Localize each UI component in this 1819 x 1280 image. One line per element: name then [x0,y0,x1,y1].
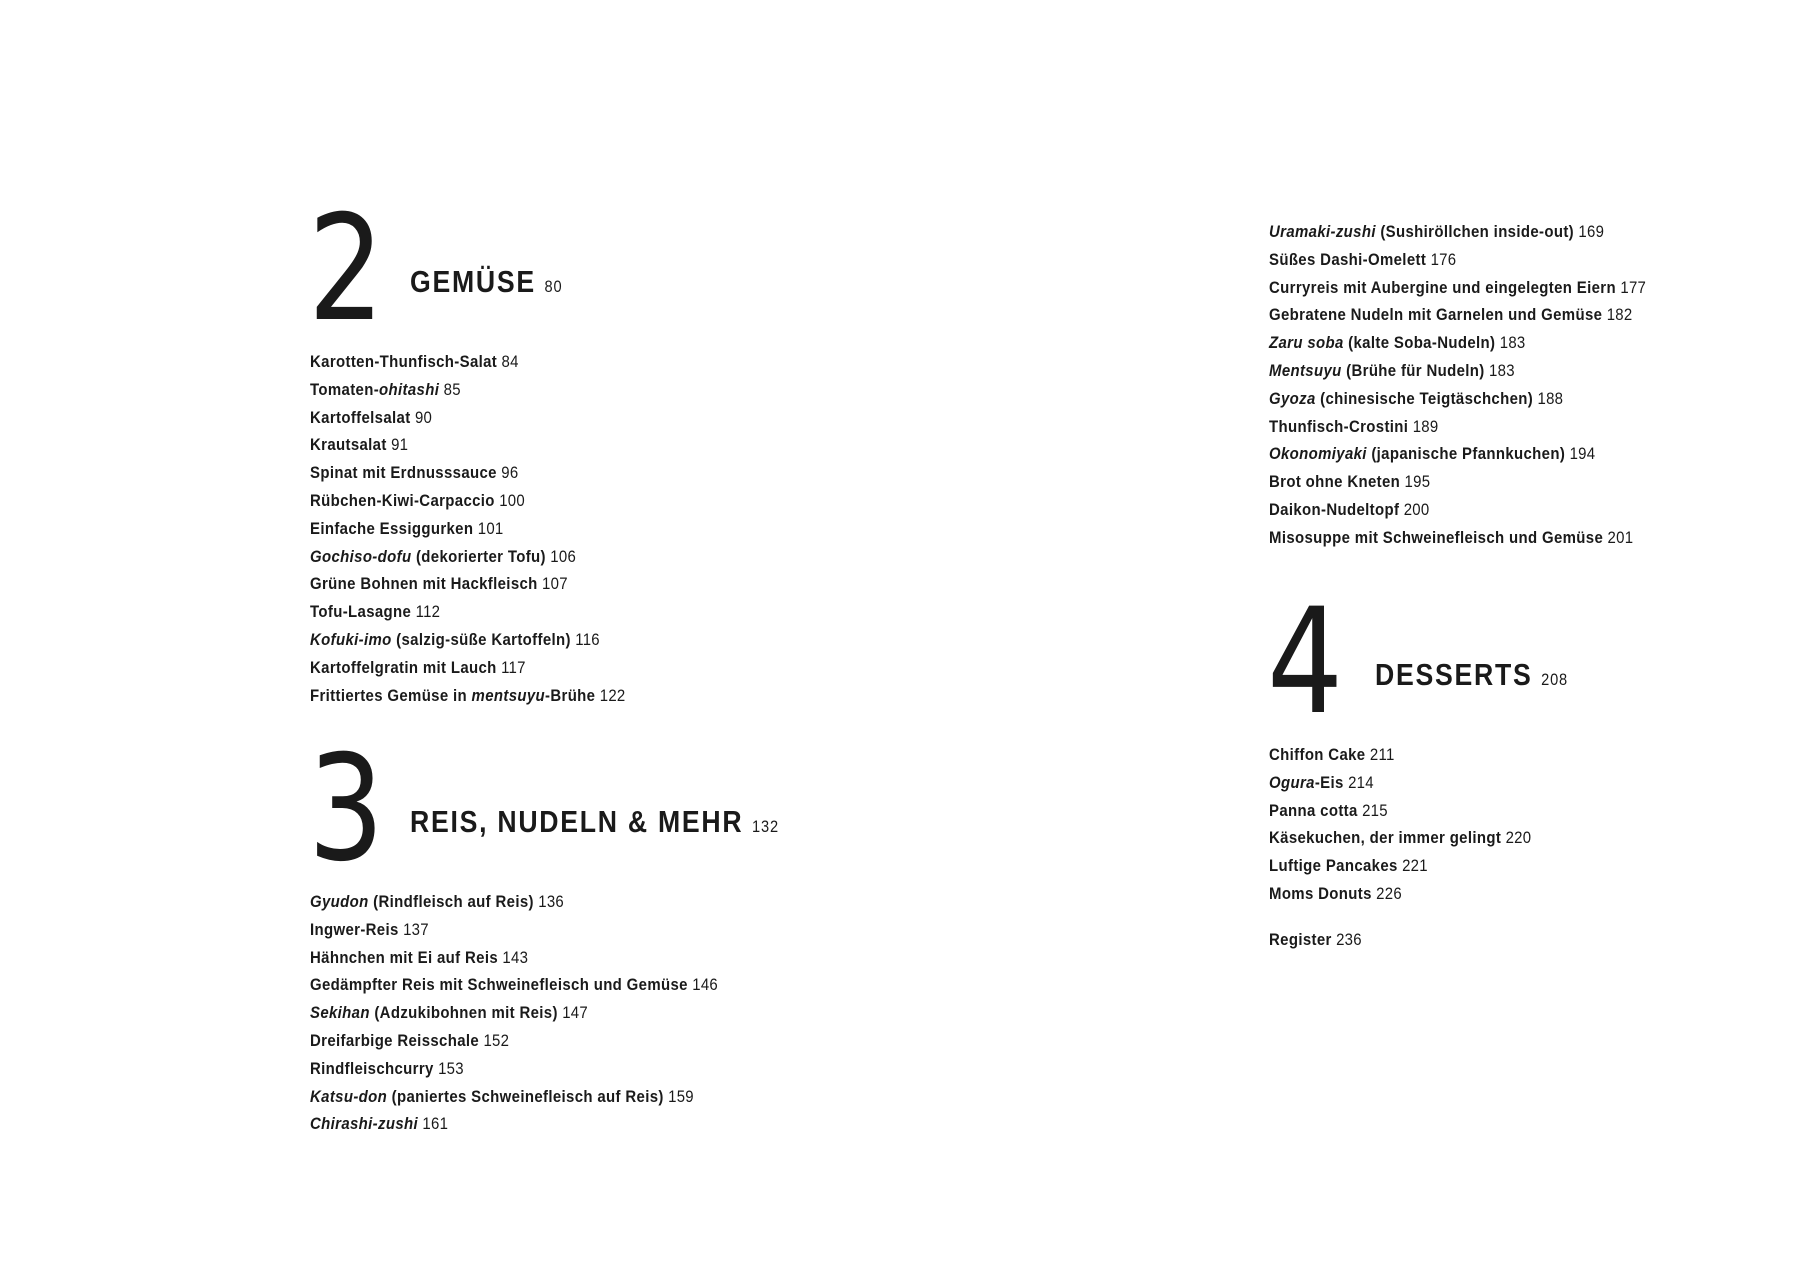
toc-entry[interactable] [1269,274,1819,302]
toc-entry[interactable] [310,570,979,598]
toc-entry[interactable] [1269,496,1819,524]
toc-entry[interactable] [310,376,979,404]
entry-page-number: 215 [1362,800,1388,820]
entry-page-number: 161 [422,1114,449,1134]
entry-label [310,491,495,510]
toc-entry[interactable] [310,999,979,1027]
toc-entry[interactable] [310,971,979,999]
entry-title-suffix: (Adzukibohnen mit Reis) [369,1003,558,1023]
entry-page-number: 201 [1607,527,1634,547]
entry-label [310,435,387,454]
toc-entry[interactable] [1269,824,1819,852]
entry-page-number: 137 [403,919,429,939]
entry-title: Chiffon Cake [1269,745,1366,764]
chapter-header [1267,577,1819,747]
entry-label [1269,472,1400,491]
entry-label [310,408,411,427]
entry-label [1269,528,1603,547]
entry-title: Gebratene Nudeln mit Garnelen und Gemüse [1269,305,1603,325]
entry-list [1269,741,1819,908]
chapter-title[interactable] [410,264,562,300]
entry-page-number: 136 [538,892,564,911]
entry-page-number: 143 [502,947,529,967]
entry-label [1269,361,1485,380]
entry-label [1269,250,1426,269]
entry-title: Thunfisch-Crostini [1269,416,1409,436]
entry-page-number: 112 [415,602,441,622]
entry-title: Dreifarbige Reisschale [310,1030,480,1050]
entry-label [1269,773,1344,792]
chapter-title-text: GEMÜSE [410,264,536,299]
entry-page-number: 116 [575,629,600,649]
entry-title: Grüne Bohnen mit Hackfleisch [310,574,538,594]
entry-page-number: 220 [1505,828,1532,848]
entry-page-number: 106 [550,546,577,566]
entry-label [1269,500,1399,519]
chapter-desserts [1267,577,1819,908]
entry-label [1269,828,1501,847]
entry-title-italic: Mentsuyu [1269,360,1342,380]
entry-title-suffix: (japanische Pfannkuchen) [1366,444,1566,464]
chapter-header [308,184,1070,354]
toc-entry[interactable] [310,1055,979,1083]
entry-list [310,348,1070,709]
entry-page-number: 221 [1402,856,1428,876]
toc-entry[interactable] [1269,524,1819,552]
entry-label [1269,333,1495,352]
entry-title-suffix: -Brühe [545,685,596,705]
chapter-number: 2 [308,184,385,354]
toc-entry[interactable] [1269,357,1819,385]
entry-label [1269,417,1408,436]
toc-entry[interactable] [1269,301,1819,329]
entry-label [1269,884,1372,903]
entry-label [310,948,498,967]
entry-title: Käsekuchen, der immer gelingt [1269,828,1502,848]
entry-list [310,888,1070,1138]
toc-entry[interactable] [310,431,979,459]
entry-page-number: 85 [443,379,461,399]
register-entry[interactable] [1269,926,1819,954]
toc-entry[interactable] [1269,468,1819,496]
entry-label [310,463,497,482]
entry-title: Spinat mit Erdnusssauce [310,463,497,483]
entry-label [1269,305,1602,324]
entry-title: Panna cotta [1269,800,1358,820]
toc-entry[interactable] [310,944,979,972]
entry-label [310,1087,664,1106]
entry-title: Ingwer-Reis [310,919,399,939]
toc-entry[interactable] [310,598,979,626]
entry-page-number: 200 [1403,499,1430,519]
entry-title-italic: Zaru soba [1269,333,1344,353]
entry-title: Brot ohne Kneten [1269,472,1401,492]
entry-title-italic: Okonomiyaki [1269,444,1367,464]
entry-title: Hähnchen mit Ei auf Reis [310,947,499,967]
toc-entry[interactable] [1269,385,1819,413]
entry-label [1269,801,1358,820]
entry-title: Rindfleischcurry [310,1058,434,1078]
toc-entry[interactable] [1269,218,1819,246]
entry-page-number: 91 [391,435,409,455]
entry-title-italic: Chirashi-zushi [310,1114,419,1134]
toc-entry[interactable] [1269,440,1819,468]
entry-page-number: 147 [562,1003,588,1023]
entry-page-number: 101 [477,518,504,538]
entry-title: Kartoffelgratin mit Lauch [310,657,497,677]
register-section [1269,926,1819,954]
entry-page-number: 146 [692,975,718,995]
entry-label [310,920,399,939]
entry-title-suffix: (paniertes Schweinefleisch auf Reis) [387,1086,664,1106]
entry-title: Curryreis mit Aubergine und eingelegten Eiern [1269,277,1616,297]
entry-title: Frittiertes Gemüse in [310,685,472,705]
entry-label [310,1059,434,1078]
toc-entry[interactable] [310,1110,979,1138]
entry-title: Luftige Pancakes [1269,856,1398,876]
chapter-title[interactable] [1375,657,1568,693]
entry-title-italic: Gyudon [310,892,369,911]
entry-page-number: 236 [1336,930,1362,949]
entry-page-number: 96 [501,463,519,483]
entry-page-number: 189 [1412,416,1439,436]
toc-entry[interactable] [310,459,979,487]
toc-entry[interactable] [1269,880,1819,908]
entry-title-suffix: (dekorierter Tofu) [411,546,546,566]
toc-entry[interactable] [310,487,979,515]
entry-label [310,1003,558,1022]
entry-title-italic: Kofuki-imo [310,629,392,649]
toc-entry[interactable] [310,1027,979,1055]
entry-label [1269,856,1398,875]
entry-page-number: 194 [1569,444,1596,464]
entry-title: Karotten-Thunfisch-Salat [310,352,498,371]
chapter-page-number: 132 [751,817,779,836]
entry-page-number: 117 [501,657,526,677]
chapter-title-text: DESSERTS [1375,657,1533,692]
entry-title-italic: ohitashi [379,379,440,399]
entry-title: Rübchen-Kiwi-Carpaccio [310,490,495,510]
entry-page-number: 107 [542,574,568,594]
entry-page-number: 226 [1376,883,1402,903]
entry-label [310,380,439,399]
entry-page-number: 152 [483,1030,510,1050]
chapter-page-number: 208 [1541,670,1569,689]
entry-label [310,658,497,677]
chapter-number: 4 [1267,577,1344,747]
entry-title-suffix: (chinesische Teigtäschchen) [1315,388,1534,408]
entry-title: Moms Donuts [1269,883,1372,903]
chapter-reis [308,724,1070,1138]
entry-label [310,547,546,566]
chapter-number: 3 [308,724,385,894]
entry-title-italic: mentsuyu [471,685,546,705]
toc-entry[interactable] [310,626,979,654]
entry-label: Register [1269,930,1332,949]
entry-title-italic: Katsu-don [310,1086,388,1106]
toc-entry[interactable] [1269,797,1819,825]
entry-page-number: 100 [499,490,525,510]
toc-entry[interactable] [310,515,979,543]
entry-label [310,519,473,538]
entry-label [310,1114,418,1133]
chapter-gemuese [308,184,1070,709]
entry-page-number: 214 [1348,772,1374,792]
entry-page-number: 176 [1430,249,1457,269]
entry-page-number: 153 [438,1058,464,1078]
toc-entry[interactable] [1269,852,1819,880]
entry-title-italic: Gyoza [1269,388,1316,408]
entry-title: Süßes Dashi-Omelett [1269,249,1427,269]
entry-title: Tomaten- [310,379,380,399]
entry-title: Tofu-Lasagne [310,602,412,622]
entry-label [1269,278,1616,297]
entry-label [310,574,538,593]
toc-entry[interactable] [1269,741,1819,769]
entry-label [1269,745,1365,764]
chapter-reis-continued [1269,218,1819,552]
entry-label [310,352,497,371]
entry-page-number: 183 [1499,333,1526,353]
entry-label [1269,389,1533,408]
entry-title-italic: Gochiso-dofu [310,546,412,566]
entry-page-number: 195 [1404,472,1431,492]
entry-label [310,892,534,911]
entry-title-italic: Ogura [1269,772,1315,792]
entry-label [1269,444,1565,463]
entry-page-number: 84 [501,352,519,371]
toc-entry[interactable] [310,654,979,682]
entry-title-suffix: (salzig-süße Kartoffeln) [391,629,571,649]
entry-title-suffix: (kalte Soba-Nudeln) [1343,333,1496,353]
chapter-title[interactable] [410,804,779,840]
entry-label [310,975,688,994]
toc-entry[interactable] [310,888,979,916]
entry-page-number: 159 [668,1086,694,1106]
entry-label [310,602,411,621]
toc-entry[interactable] [1269,769,1819,797]
entry-title: Kartoffelsalat [310,407,411,427]
entry-page-number: 90 [414,407,433,427]
entry-page-number: 177 [1620,277,1647,297]
entry-title-italic: Sekihan [310,1003,370,1023]
toc-entry[interactable] [1269,246,1819,274]
entry-title: Daikon-Nudeltopf [1269,499,1400,519]
entry-title: Gedämpfter Reis mit Schweinefleisch und Gemüse [310,975,688,995]
toc-entry[interactable] [310,1083,979,1111]
entry-label [310,1031,479,1050]
chapter-header [308,724,1070,894]
entry-label [1269,222,1574,241]
entry-page-number: 122 [599,685,626,705]
toc-entry[interactable] [310,682,979,710]
entry-list [1269,218,1819,552]
entry-title-suffix: -Eis [1314,772,1344,792]
toc-entry[interactable] [310,348,979,376]
toc-entry[interactable] [310,916,979,944]
entry-title-suffix: (Sushiröllchen inside-out) [1375,222,1575,241]
entry-page-number: 183 [1489,360,1515,380]
entry-title: Krautsalat [310,435,387,455]
entry-label [310,686,595,705]
entry-label [310,630,571,649]
entry-page-number: 188 [1537,388,1564,408]
toc-entry[interactable] [1269,413,1819,441]
entry-title-suffix: (Rindfleisch auf Reis) [368,892,534,911]
chapter-page-number: 80 [544,277,563,296]
toc-entry[interactable] [310,404,979,432]
toc-entry[interactable] [310,543,979,571]
entry-title: Einfache Essiggurken [310,518,474,538]
entry-page-number: 182 [1606,305,1633,325]
entry-page-number: 169 [1578,222,1605,241]
chapter-title-text: REIS, NUDELN & MEHR [410,804,744,839]
entry-title-suffix: (Brühe für Nudeln) [1341,360,1485,380]
toc-entry[interactable] [1269,329,1819,357]
entry-page-number: 211 [1369,745,1395,764]
entry-title-italic: Uramaki-zushi [1269,222,1376,241]
entry-title: Misosuppe mit Schweinefleisch und Gemüse [1269,527,1604,547]
